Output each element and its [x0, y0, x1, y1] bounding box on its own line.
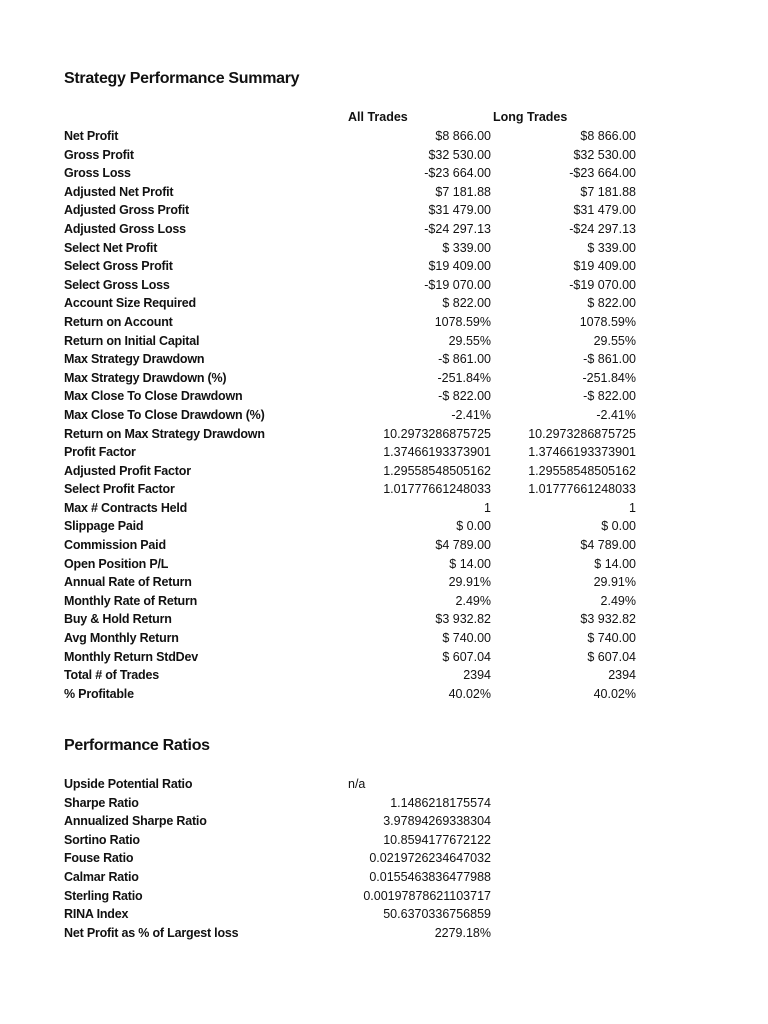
row-label: Max # Contracts Held	[64, 500, 188, 515]
all-trades-value: $8 866.00	[435, 129, 491, 143]
summary-row	[0, 164, 768, 183]
summary-row	[0, 183, 768, 202]
all-trades-value: $ 740.00	[442, 631, 491, 646]
summary-row	[0, 610, 768, 629]
long-trades-value: -$23 664.00	[569, 166, 636, 181]
ratio-row	[0, 849, 768, 868]
long-trades-value: 29.91%	[593, 575, 636, 590]
row-label: Account Size Required	[64, 296, 196, 311]
row-label: Adjusted Profit Factor	[64, 463, 191, 478]
long-trades-value: 2394	[608, 668, 636, 683]
summary-row	[0, 536, 768, 555]
all-trades-value: 1	[484, 500, 491, 515]
long-trades-value: 1.37466193373901	[528, 445, 636, 460]
summary-row	[0, 313, 768, 332]
summary-row	[0, 480, 768, 499]
row-label: Monthly Return StdDev	[64, 649, 198, 664]
ratio-row	[0, 868, 768, 887]
long-trades-value: -$19 070.00	[569, 277, 636, 292]
summary-row	[0, 517, 768, 536]
all-trades-value: $ 822.00	[442, 296, 491, 311]
row-label: Adjusted Gross Loss	[64, 221, 186, 236]
long-trades-value: 29.55%	[593, 333, 636, 348]
summary-row	[0, 369, 768, 388]
row-label: Monthly Rate of Return	[64, 593, 198, 608]
row-label: Avg Monthly Return	[64, 631, 179, 646]
all-trades-value: -$24 297.13	[424, 221, 491, 236]
all-trades-value: -2.41%	[451, 407, 491, 422]
summary-row	[0, 146, 768, 165]
summary-row	[0, 276, 768, 295]
row-label: Commission Paid	[64, 538, 166, 553]
long-trades-value: -2.41%	[596, 407, 636, 422]
row-label: Select Net Profit	[64, 240, 158, 255]
row-label: Return on Account	[64, 314, 173, 329]
all-trades-column-header: All Trades	[348, 110, 408, 124]
all-trades-value: 40.02%	[448, 686, 491, 701]
long-trades-value: -$ 861.00	[583, 352, 636, 367]
long-trades-value: 1.29558548505162	[528, 463, 636, 478]
summary-row	[0, 294, 768, 313]
long-trades-column-header: Long Trades	[493, 110, 568, 124]
summary-row	[0, 387, 768, 406]
long-trades-value: $3 932.82	[580, 612, 636, 627]
ratio-value: 0.0219726234647032	[369, 851, 491, 866]
row-label: Max Strategy Drawdown	[64, 352, 205, 367]
long-trades-value: 1.01777661248033	[528, 482, 636, 497]
all-trades-value: -$23 664.00	[424, 166, 491, 181]
long-trades-value: -251.84%	[582, 370, 636, 385]
long-trades-value: $7 181.88	[580, 184, 636, 199]
long-trades-value: 40.02%	[593, 686, 636, 701]
summary-row	[0, 201, 768, 220]
long-trades-value: 1	[629, 500, 636, 515]
summary-title: Strategy Performance Summary	[64, 70, 300, 87]
long-trades-value: -$ 822.00	[583, 389, 636, 404]
summary-row	[0, 332, 768, 351]
long-trades-value: 2.49%	[600, 593, 636, 608]
summary-row	[0, 648, 768, 667]
summary-row	[0, 443, 768, 462]
summary-row	[0, 220, 768, 239]
ratios-table	[0, 775, 768, 942]
summary-row	[0, 499, 768, 518]
long-trades-value: 10.2973286875725	[528, 426, 636, 441]
all-trades-value: 2394	[463, 668, 491, 683]
row-label: Gross Profit	[64, 147, 134, 162]
row-label: Slippage Paid	[64, 519, 144, 534]
all-trades-value: -$19 070.00	[424, 277, 491, 292]
summary-row	[0, 257, 768, 276]
summary-table	[0, 127, 768, 703]
ratio-row	[0, 812, 768, 831]
ratio-value: 50.6370336756859	[383, 907, 491, 922]
row-label: Sortino Ratio	[64, 832, 140, 847]
row-label: Fouse Ratio	[64, 851, 134, 866]
ratio-value: 2279.18%	[434, 925, 491, 940]
all-trades-value: 1078.59%	[434, 314, 491, 329]
long-trades-value: $32 530.00	[573, 147, 636, 162]
summary-row	[0, 592, 768, 611]
all-trades-value: 1.37466193373901	[383, 445, 491, 460]
all-trades-value: 29.55%	[448, 333, 491, 348]
ratio-value: 0.00197878621103717	[363, 888, 491, 903]
row-label: Net Profit as % of Largest loss	[64, 925, 239, 940]
all-trades-value: -251.84%	[437, 370, 491, 385]
all-trades-value: -$ 861.00	[438, 352, 491, 367]
long-trades-value: $ 0.00	[601, 519, 636, 534]
row-label: Calmar Ratio	[64, 869, 139, 884]
row-label: Annualized Sharpe Ratio	[64, 814, 207, 829]
summary-row	[0, 685, 768, 704]
all-trades-value: $19 409.00	[428, 259, 491, 274]
row-label: Total # of Trades	[64, 668, 160, 683]
row-label: % Profitable	[64, 686, 134, 701]
summary-row	[0, 573, 768, 592]
ratio-row	[0, 794, 768, 813]
row-label: Max Strategy Drawdown (%)	[64, 370, 227, 385]
summary-row	[0, 666, 768, 685]
summary-row	[0, 629, 768, 648]
row-label: Select Profit Factor	[64, 482, 175, 497]
row-label: Net Profit	[64, 129, 119, 143]
summary-row	[0, 555, 768, 574]
row-label: RINA Index	[64, 907, 129, 922]
ratio-row	[0, 831, 768, 850]
ratios-title: Performance Ratios	[64, 737, 210, 754]
all-trades-value: -$ 822.00	[438, 389, 491, 404]
long-trades-value: $ 822.00	[587, 296, 636, 311]
all-trades-value: $32 530.00	[428, 147, 491, 162]
row-label: Profit Factor	[64, 445, 136, 460]
ratio-value: 0.0155463836477988	[369, 869, 491, 884]
ratio-row	[0, 775, 768, 794]
summary-row	[0, 127, 768, 146]
ratio-row	[0, 924, 768, 943]
all-trades-value: $3 932.82	[435, 612, 491, 627]
row-label: Select Gross Loss	[64, 277, 170, 292]
all-trades-value: 1.01777661248033	[383, 482, 491, 497]
long-trades-value: $ 740.00	[587, 631, 636, 646]
long-trades-value: -$24 297.13	[569, 221, 636, 236]
summary-row	[0, 462, 768, 481]
row-label: Max Close To Close Drawdown (%)	[64, 407, 265, 422]
ratio-row	[0, 905, 768, 924]
all-trades-value: 10.2973286875725	[383, 426, 491, 441]
ratio-row	[0, 887, 768, 906]
row-label: Select Gross Profit	[64, 259, 173, 274]
all-trades-value: $ 339.00	[442, 240, 491, 255]
row-label: Upside Potential Ratio	[64, 777, 193, 791]
long-trades-value: $31 479.00	[573, 203, 636, 218]
all-trades-value: $31 479.00	[428, 203, 491, 218]
long-trades-value: 1078.59%	[579, 314, 636, 329]
long-trades-value: $ 607.04	[587, 649, 636, 664]
ratio-value: 3.97894269338304	[383, 814, 491, 829]
all-trades-value: $4 789.00	[435, 538, 491, 553]
row-label: Max Close To Close Drawdown	[64, 389, 243, 404]
all-trades-value: 2.49%	[455, 593, 491, 608]
all-trades-value: $ 607.04	[442, 649, 491, 664]
summary-row	[0, 350, 768, 369]
row-label: Adjusted Gross Profit	[64, 203, 189, 218]
row-label: Adjusted Net Profit	[64, 184, 174, 199]
all-trades-value: 29.91%	[448, 575, 491, 590]
ratio-value: n/a	[348, 777, 366, 791]
ratio-value: 10.8594177672122	[383, 832, 491, 847]
long-trades-value: $ 339.00	[587, 240, 636, 255]
row-label: Gross Loss	[64, 166, 131, 181]
all-trades-value: $ 0.00	[456, 519, 491, 534]
row-label: Sharpe Ratio	[64, 795, 139, 810]
long-trades-value: $ 14.00	[594, 556, 636, 571]
long-trades-value: $8 866.00	[580, 129, 636, 143]
row-label: Sterling Ratio	[64, 888, 143, 903]
all-trades-value: $ 14.00	[449, 556, 491, 571]
row-label: Return on Initial Capital	[64, 333, 200, 348]
summary-row	[0, 425, 768, 444]
all-trades-value: $7 181.88	[435, 184, 491, 199]
all-trades-value: 1.29558548505162	[383, 463, 491, 478]
row-label: Open Position P/L	[64, 556, 169, 571]
ratio-value: 1.1486218175574	[390, 795, 491, 810]
long-trades-value: $4 789.00	[580, 538, 636, 553]
row-label: Buy & Hold Return	[64, 612, 172, 627]
row-label: Return on Max Strategy Drawdown	[64, 426, 265, 441]
long-trades-value: $19 409.00	[573, 259, 636, 274]
summary-row	[0, 239, 768, 258]
row-label: Annual Rate of Return	[64, 575, 192, 590]
summary-row	[0, 406, 768, 425]
